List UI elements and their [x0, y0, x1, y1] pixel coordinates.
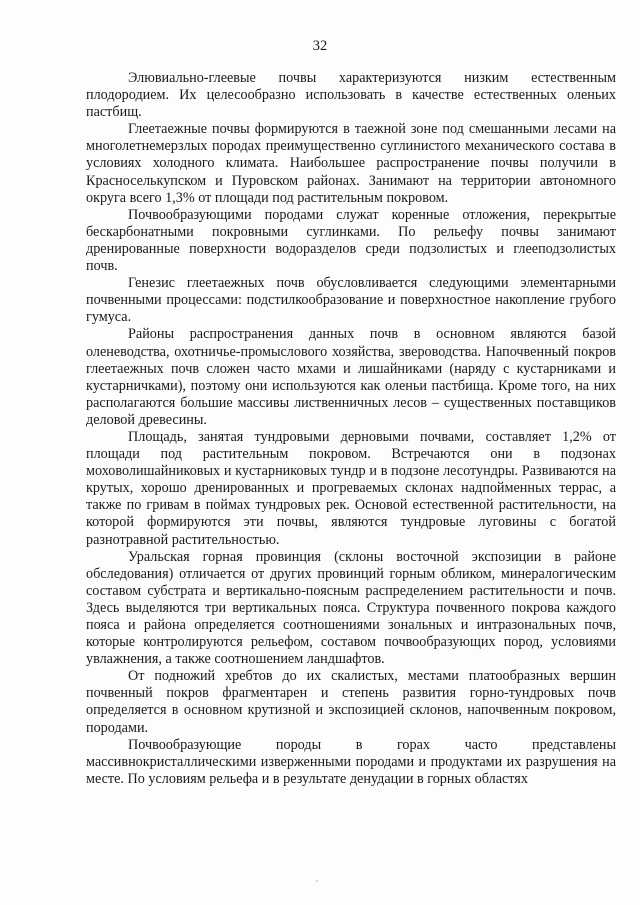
paragraph-distribution-areas: Районы распространения данных почв в основном являются базой оленеводства, охотничье-промыслового хозяйства, звероводства. Напочвенный покров глеетаежных почв сложен часто мхами и лишайниками (наряду с кустарниками и кустарничками), поэтому они используются как оленьи пастбища. Кроме того, на них располагаются большие массивы лиственничных лесов – существенных поставщиков деловой древесины.: [86, 326, 616, 428]
paragraph-eluvial-gley-soils: Элювиально-глеевые почвы характеризуются низким естественным плодородием. Их целесообразно использовать в качестве естественных оленьих пастбищ.: [86, 70, 616, 121]
page-number: 32: [312, 38, 328, 54]
scan-speck: [316, 880, 318, 882]
paragraph-gley-taiga-soils: Глеетаежные почвы формируются в таежной зоне под смешанными лесами на многолетнемерзлых породах преимущественно суглинистого механического состава в условиях холодного климата. Наибольшее распространение почвы получили в Красноселькупском и Пуровском районах. Занимают на территории автономного округа всего 1,3% от площади под растительным покровом.: [86, 121, 616, 206]
paragraph-tundra-sod-soils: Площадь, занятая тундровыми дерновыми почвами, составляет 1,2% от площади под растительным покровом. Встречаются они в подзонах моховолишайниковых и кустарниковых тундр и в подзоне лесотундры. Развиваются на крутых, хорошо дренированных и прогреваемых склонах надпойменных террас, а также по гривам в поймах тундровых рек. Основой естественной растительности, на которой формируются эти почвы, являются тундровые луговины с богатой разнотравной растительностью.: [86, 428, 616, 548]
paragraph-ridge-foothills: От подножий хребтов до их скалистых, местами платообразных вершин почвенный покров фрагментарен и степень развития горно-тундровых почв определяется в основном крутизной и экспозицией склонов, напочвенным покровом, породами.: [86, 668, 616, 736]
paragraph-parent-rocks: Почвообразующими породами служат коренные отложения, перекрытые бескарбонатными покровными суглинками. По рельефу почвы занимают дренированные поверхности водоразделов среди подзолистых и глееподзолистых почв.: [86, 206, 616, 275]
paragraph-ural-province: Уральская горная провинция (склоны восточной экспозиции в районе обследования) отличается от других провинций горным обликом, минералогическим составом субстрата и вертикально-поясным распределением растительности и почв. Здесь выделяются три вертикальных пояса. Структура почвенного покрова каждого пояса и района определяется соотношениями зональных и интразональных почв, которые контролируются рельефом, составом почвообразующих пород, условиями увлажнения, а также соотношением ландшафтов.: [86, 548, 616, 668]
paragraph-genesis: Генезис глеетаежных почв обусловливается следующими элементарными почвенными процессами: подстилкообразование и поверхностное накопление грубого гумуса.: [86, 275, 616, 326]
paragraph-mountain-parent-rocks: Почвообразующие породы в горах часто представлены массивнокристаллическими изверженными породами и продуктами их разрушения на месте. По условиям рельефа и в результате денудации в горных областях: [86, 736, 616, 787]
body-text: [86, 70, 616, 788]
